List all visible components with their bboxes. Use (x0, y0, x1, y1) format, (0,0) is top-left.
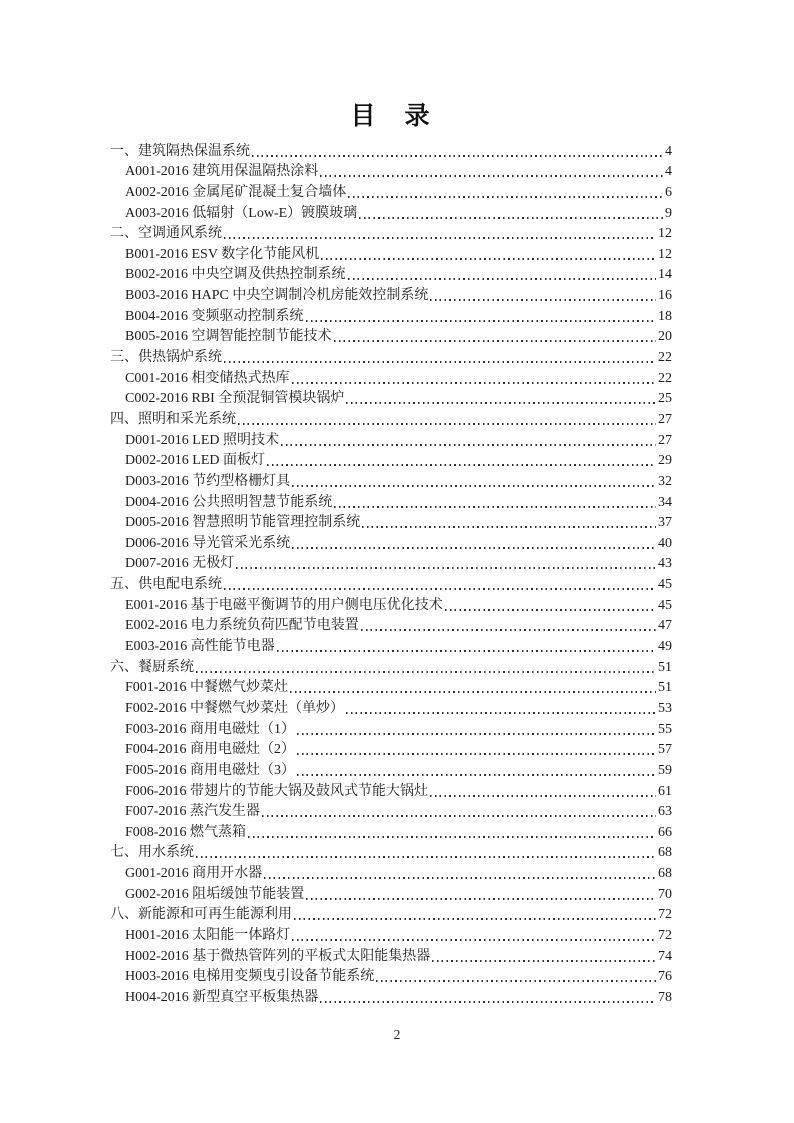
page-title: 目 录 (350, 103, 432, 130)
toc-entry-page-number: 6 (665, 184, 672, 200)
dot-leader (196, 856, 656, 858)
toc-entry-page-number: 76 (658, 969, 672, 985)
dot-leader (430, 299, 656, 301)
footer-page-number: 2 (393, 1027, 401, 1042)
dot-leader (359, 217, 663, 219)
page-footer (0, 1026, 794, 1044)
toc-entry-text: 二、空调通风系统 (110, 226, 222, 242)
dot-leader (430, 795, 656, 797)
toc-entry-page-number: 4 (665, 164, 672, 180)
dot-leader (297, 753, 656, 755)
dot-leader (292, 939, 656, 941)
toc-entry-page-number: 70 (658, 886, 672, 902)
toc-sub-entry[interactable] (110, 821, 672, 842)
toc-entry-text: D006-2016 导光管采光系统 (125, 535, 291, 551)
toc-entry-page-number: 72 (658, 927, 672, 943)
dot-leader (264, 877, 656, 879)
dot-leader (346, 402, 656, 404)
toc-entry-text: F002-2016 中餐燃气炒菜灶（单炒） (125, 700, 344, 716)
dot-leader (292, 485, 656, 487)
dot-leader (321, 258, 656, 260)
toc-entry-page-number: 14 (658, 267, 672, 283)
dot-leader (224, 361, 656, 363)
toc-entry-text: A002-2016 金属尾矿混凝土复合墙体 (125, 184, 347, 200)
toc-sub-entry[interactable] (110, 615, 672, 636)
toc-entry-text: 三、供热锅炉系统 (110, 350, 222, 366)
toc-entry-page-number: 57 (658, 742, 672, 758)
toc-entry-text: H001-2016 太阳能一体路灯 (125, 927, 291, 943)
toc-entry-text: 六、餐厨系统 (110, 659, 194, 675)
toc-entry-text: B003-2016 HAPC 中央空调制冷机房能效控制系统 (125, 288, 429, 304)
toc-entry-text: B002-2016 中央空调及供热控制系统 (125, 267, 346, 283)
toc-entry-text: H003-2016 电梯用变频曳引设备节能系统 (125, 969, 375, 985)
toc-entry-text: F003-2016 商用电磁灶（1） (125, 721, 295, 737)
toc-sub-entry[interactable] (110, 780, 672, 801)
toc-entry-page-number: 72 (658, 907, 672, 923)
toc-sub-entry[interactable] (110, 243, 672, 264)
toc-entry-page-number: 68 (658, 866, 672, 882)
toc-entry-text: F004-2016 商用电磁灶（2） (125, 742, 295, 758)
dot-leader (361, 629, 656, 631)
dot-leader (306, 898, 656, 900)
toc-entry-text: F006-2016 带翅片的节能大锅及鼓风式节能大锅灶 (125, 783, 428, 799)
toc-entry-text: F008-2016 燃气蒸箱 (125, 824, 246, 840)
dot-leader (376, 980, 656, 982)
dot-leader (277, 650, 656, 652)
toc-entry-page-number: 55 (658, 721, 672, 737)
toc-sub-entry[interactable] (110, 924, 672, 945)
toc-entry-text: 七、用水系统 (110, 845, 194, 861)
toc-entry-text: D005-2016 智慧照明节能管理控制系统 (125, 515, 361, 531)
toc-entry-page-number: 25 (658, 391, 672, 407)
toc-entry-text: E003-2016 高性能节电器 (125, 639, 275, 655)
toc-sub-entry[interactable] (110, 264, 672, 285)
toc-entry-text: H002-2016 基于微热管阵列的平板式太阳能集热器 (125, 948, 431, 964)
toc-sub-entry[interactable] (110, 801, 672, 822)
toc-entry-text: 四、照明和采光系统 (110, 411, 236, 427)
toc-entry-page-number: 63 (658, 804, 672, 820)
toc-entry-text: 八、新能源和可再生能源利用 (110, 907, 292, 923)
toc-entry-text: D007-2016 无极灯 (125, 556, 235, 572)
dot-leader (292, 547, 656, 549)
toc-entry-page-number: 59 (658, 762, 672, 778)
toc-sub-entry[interactable] (110, 367, 672, 388)
dot-leader (334, 506, 656, 508)
toc-entry-text: H004-2016 新型真空平板集热器 (125, 989, 319, 1005)
toc-entry-page-number: 61 (658, 783, 672, 799)
toc-sub-entry[interactable] (110, 491, 672, 512)
toc-sub-entry[interactable] (110, 388, 672, 409)
toc-entry-page-number: 49 (658, 639, 672, 655)
toc-entry-page-number: 12 (658, 226, 672, 242)
dot-leader (281, 444, 656, 446)
dot-leader (252, 155, 663, 157)
toc-sub-entry[interactable] (110, 429, 672, 450)
toc-entry-text: B004-2016 变频驱动控制系统 (125, 308, 304, 324)
toc-entry-page-number: 22 (658, 370, 672, 386)
toc-sub-entry[interactable] (110, 986, 672, 1007)
toc-sub-entry[interactable] (110, 202, 672, 223)
toc-sub-entry[interactable] (110, 450, 672, 471)
toc-entry-page-number: 68 (658, 845, 672, 861)
toc-sub-entry[interactable] (110, 966, 672, 987)
toc-sub-entry[interactable] (110, 470, 672, 491)
toc-sub-entry[interactable] (110, 512, 672, 533)
toc-sub-entry[interactable] (110, 553, 672, 574)
dot-leader (362, 526, 656, 528)
toc-sub-entry[interactable] (110, 635, 672, 656)
toc-entry-text: 五、供电配电系统 (110, 577, 222, 593)
toc-entry-page-number: 27 (658, 411, 672, 427)
toc-entry-page-number: 20 (658, 329, 672, 345)
toc-entry-text: D001-2016 LED 照明技术 (125, 432, 279, 448)
toc-section-entry[interactable] (110, 656, 672, 677)
toc-sub-entry[interactable] (110, 739, 672, 760)
dot-leader (267, 464, 656, 466)
dot-leader (290, 691, 656, 693)
toc-entry-page-number: 66 (658, 824, 672, 840)
toc-section-entry[interactable] (110, 904, 672, 925)
table-of-contents (110, 140, 672, 1007)
toc-sub-entry[interactable] (110, 181, 672, 202)
toc-sub-entry[interactable] (110, 594, 672, 615)
dot-leader (196, 671, 656, 673)
toc-sub-entry[interactable] (110, 759, 672, 780)
toc-entry-text: E002-2016 电力系统负荷匹配节电装置 (125, 618, 359, 634)
toc-entry-text: B005-2016 空调智能控制节能技术 (125, 329, 332, 345)
toc-sub-entry[interactable] (110, 284, 672, 305)
dot-leader (236, 567, 656, 569)
toc-entry-page-number: 34 (658, 494, 672, 510)
toc-entry-text: G001-2016 商用开水器 (125, 866, 263, 882)
toc-entry-page-number: 27 (658, 432, 672, 448)
toc-entry-page-number: 4 (665, 143, 672, 159)
toc-sub-entry[interactable] (110, 326, 672, 347)
dot-leader (238, 423, 656, 425)
toc-entry-text: D002-2016 LED 面板灯 (125, 453, 265, 469)
dot-leader (320, 175, 663, 177)
toc-entry-text: C001-2016 相变储热式热库 (125, 370, 290, 386)
toc-entry-text: 一、建筑隔热保温系统 (110, 143, 250, 159)
toc-section-entry[interactable] (110, 573, 672, 594)
dot-leader (348, 278, 657, 280)
toc-entry-text: G002-2016 阻垢缓蚀节能装置 (125, 886, 305, 902)
toc-entry-page-number: 45 (658, 597, 672, 613)
toc-section-entry[interactable] (110, 408, 672, 429)
toc-entry-page-number: 32 (658, 473, 672, 489)
toc-sub-entry[interactable] (110, 697, 672, 718)
toc-sub-entry[interactable] (110, 161, 672, 182)
dot-leader (432, 960, 656, 962)
toc-entry-page-number: 9 (665, 205, 672, 221)
dot-leader (334, 340, 657, 342)
toc-section-entry[interactable] (110, 140, 672, 161)
dot-leader (346, 712, 656, 714)
toc-entry-page-number: 74 (658, 948, 672, 964)
dot-leader (348, 196, 663, 198)
toc-sub-entry[interactable] (110, 883, 672, 904)
toc-entry-text: C002-2016 RBI 全预混铜管模块锅炉 (125, 391, 345, 407)
toc-entry-page-number: 45 (658, 577, 672, 593)
toc-entry-page-number: 51 (658, 659, 672, 675)
toc-entry-text: D003-2016 节约型格栅灯具 (125, 473, 291, 489)
toc-entry-page-number: 12 (658, 246, 672, 262)
toc-sub-entry[interactable] (110, 677, 672, 698)
toc-entry-page-number: 29 (658, 453, 672, 469)
toc-sub-entry[interactable] (110, 718, 672, 739)
toc-entry-text: A003-2016 低辐射（Low-E）镀膜玻璃 (125, 205, 358, 221)
dot-leader (248, 836, 656, 838)
toc-sub-entry[interactable] (110, 945, 672, 966)
dot-leader (294, 918, 656, 920)
toc-entry-page-number: 16 (658, 288, 672, 304)
toc-section-entry[interactable] (110, 223, 672, 244)
toc-entry-page-number: 53 (658, 700, 672, 716)
toc-section-entry[interactable] (110, 346, 672, 367)
toc-entry-page-number: 43 (658, 556, 672, 572)
toc-entry-text: A001-2016 建筑用保温隔热涂料 (125, 164, 319, 180)
dot-leader (292, 382, 657, 384)
toc-entry-page-number: 22 (658, 350, 672, 366)
toc-entry-page-number: 51 (658, 680, 672, 696)
dot-leader (224, 588, 656, 590)
toc-entry-page-number: 37 (658, 515, 672, 531)
dot-leader (320, 1001, 656, 1003)
dot-leader (297, 774, 656, 776)
toc-entry-page-number: 40 (658, 535, 672, 551)
toc-entry-text: B001-2016 ESV 数字化节能风机 (125, 246, 320, 262)
toc-entry-text: D004-2016 公共照明智慧节能系统 (125, 494, 333, 510)
dot-leader (224, 237, 656, 239)
dot-leader (297, 733, 656, 735)
toc-entry-text: F001-2016 中餐燃气炒菜灶 (125, 680, 288, 696)
toc-section-entry[interactable] (110, 842, 672, 863)
toc-entry-page-number: 78 (658, 989, 672, 1005)
toc-entry-text: F005-2016 商用电磁灶（3） (125, 762, 295, 778)
dot-leader (445, 609, 656, 611)
toc-sub-entry[interactable] (110, 862, 672, 883)
toc-sub-entry[interactable] (110, 305, 672, 326)
toc-entry-text: E001-2016 基于电磁平衡调节的用户侧电压优化技术 (125, 597, 443, 613)
toc-entry-text: F007-2016 蒸汽发生器 (125, 804, 260, 820)
dot-leader (306, 320, 657, 322)
toc-entry-page-number: 18 (658, 308, 672, 324)
toc-entry-page-number: 47 (658, 618, 672, 634)
toc-sub-entry[interactable] (110, 532, 672, 553)
dot-leader (262, 815, 656, 817)
